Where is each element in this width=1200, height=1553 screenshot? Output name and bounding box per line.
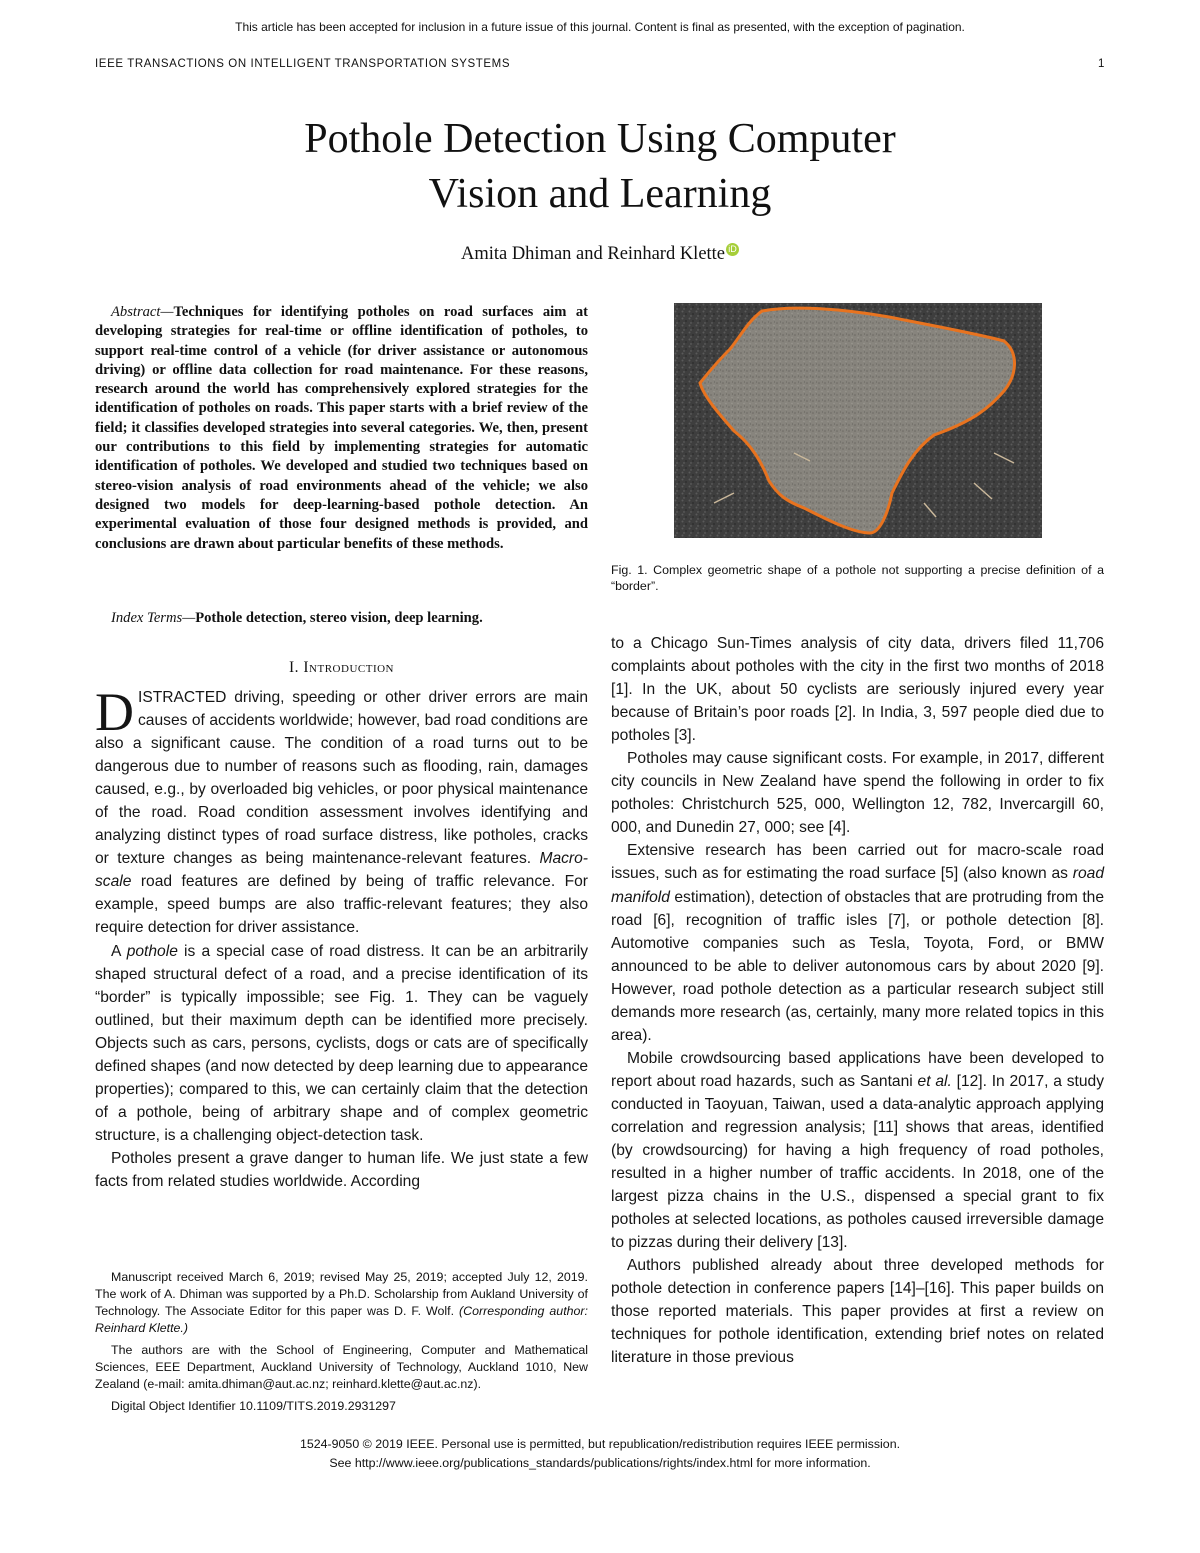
col2-paragraph-2: Potholes may cause significant costs. For example, in 2017, different city councils in New Zealand have spend the following in order to fix potholes: Christchurch 525, 000, Wellington 12, 782, Invercargill 60, 000, and Dunedin 27, 000; see [4]. (611, 750, 1104, 837)
abstract (95, 303, 588, 554)
index-terms-text: Pothole detection, stereo vision, deep learning. (195, 610, 483, 626)
paper-title (0, 112, 1200, 222)
col2-paragraph-4: Mobile crowdsourcing based applications have been developed to report about road hazards, such as Santani et al. [12]. In 2017, a study conducted in Taoyuan, Taiwan, used a data-analytic approach applying correlation and regression analysis; [11] shows that areas, identified (by crowdsourcing) for having a high frequency of road potholes, resulted in a higher number of traffic accidents. In 2018, one of the largest pizza chains in the U.S., dispensed a special grant to fix potholes at selected locations, as potholes caused irreversible damage to pizzas during their delivery [13]. (611, 1049, 1105, 1252)
figure-1-caption: Fig. 1. Complex geometric shape of a pothole not supporting a precise definition of a “border”. (611, 563, 1104, 593)
col2-paragraph-5: Authors published already about three developed methods for pothole detection in conference papers [14]–[16]. This paper builds on those reported materials. This paper provides at first a review on techniques for pothole identification, extending brief notes on related literature in those previous (611, 1257, 1104, 1367)
author-line (0, 243, 1200, 265)
footnote-manuscript: Manuscript received March 6, 2019; revised May 25, 2019; accepted July 12, 2019. The work of A. Dhiman was supported by a Ph.D. Scholarship from Aukland University of Technology. The Associate Editor for this paper was D. F. Wolf. (Corresponding author: Reinhard Klette.) (95, 1270, 588, 1335)
section-heading: I. Introduction (288, 659, 394, 676)
pothole-image (674, 303, 1042, 538)
orcid-icon[interactable]: iD (726, 243, 739, 256)
right-column (611, 632, 1104, 1370)
index-terms-sep: — (182, 610, 196, 626)
page-number: 1 (1098, 58, 1105, 70)
footnote-doi: Digital Object Identifier 10.1109/TITS.2019.2931297 (111, 1399, 396, 1413)
footnotes (95, 1269, 588, 1415)
abstract-sep: — (160, 304, 174, 320)
intro-paragraph-1: DISTRACTED driving, speeding or other driver errors are main causes of accidents worldwide; however, bad road conditions are also a significant cause. The condition of a road turns out to be dangerous due to number of reasons such as flooding, rain, damages caused, e.g., by overloaded big vehicles, or poor physical maintenance of the road. Road condition assessment involves identifying and analyzing distinct types of road surface distress, like potholes, cracks or texture changes as being maintenance-relevant features. Macro-scale road features are defined by being of traffic relevance. For example, speed bumps are also traffic-relevant features; they also require detection for driver assistance. (95, 682, 588, 937)
col2-paragraph-3: Extensive research has been carried out for macro-scale road issues, such as for estimating the road surface [5] (also known as road manifold estimation), detection of obstacles that are protruding from the road [6], recognition of traffic isles [7], or pothole detection [8]. Automotive companies such as Tesla, Toyota, Ford, or BMW announced to be able to deliver autonomous cars by about 2020 [9]. However, road pothole detection as a particular research subject still demands more research (as, certainly, many more related topics in this area). (611, 842, 1104, 1044)
drop-cap: D (95, 682, 134, 742)
footnote-affiliation: The authors are with the School of Engineering, Computer and Mathematical Sciences, EEE Department, Auckland University of Technology, Auckland 1010, New Zealand (e-mail: amita.dhiman@aut.ac.nz; reinhard.klette@aut.ac.nz). (95, 1343, 588, 1391)
abstract-text: Techniques for identifying potholes on road surfaces aim at developing strategies for real-time or offline identification of potholes, to support real-time control of a vehicle (for driver assistance or autonomous driving) or offline data collection for road maintenance. For these reasons, research around the world has comprehensively explored strategies for the identification of potholes on roads. This paper starts with a brief review of the field; it classifies developed strategies into several categories. We, then, present our contributions to this field by implementing strategies for automatic identification of potholes. We developed and studied two techniques based on stereo-vision analysis of road environments ahead of the vehicle; we also designed two models for deep-learning-based pothole detection. An experimental evaluation of those four designed methods is provided, and conclusions are drawn about particular benefits of these methods. (95, 304, 588, 552)
copyright-line: 1524-9050 © 2019 IEEE. Personal use is permitted, but republication/redistribution requires IEEE permission. (299, 1437, 901, 1451)
running-head (95, 58, 1105, 70)
title-line-1: Pothole Detection Using Computer (304, 116, 896, 162)
acceptance-note: This article has been accepted for inclusion in a future issue of this journal. Content is final as presented, with the exception of pagination. (235, 20, 965, 34)
rights-link-line[interactable]: See http://www.ieee.org/publications_standards/publications/rights/index.html for more information. (329, 1456, 871, 1470)
index-terms (95, 609, 588, 628)
left-column (95, 682, 589, 1193)
title-line-2: Vision and Learning (428, 171, 772, 217)
figure-1-pothole-photo (674, 303, 1042, 538)
col2-paragraph-1: to a Chicago Sun-Times analysis of city data, drivers filed 11,706 complaints about potholes with the city in the first two months of 2018 [1]. In the UK, about 50 cyclists are seriously injured every year because of Britain’s poor roads [2]. In India, 3, 597 people died due to potholes [3]. (611, 635, 1104, 745)
index-terms-label: Index Terms (111, 610, 183, 626)
intro-paragraph-2: A pothole is a special case of road distress. It can be an arbitrarily shaped structural defect of a road, and a precise identification of its “border” is typically impossible; see Fig. 1. They can be vaguely outlined, but their maximum depth can be identified more precisely. Objects such as cars, persons, cyclists, dogs or cats are of specifically defined shapes (and now detected by deep learning due to appearance properties); compared to this, we can certainly claim that the detection of a pothole, being of arbitrary shape and of complex geometric structure, is a challenging object-detection task. (95, 942, 589, 1144)
intro-paragraph-3: Potholes present a grave danger to human life. We just state a few facts from related studies worldwide. According (95, 1149, 588, 1190)
abstract-label: Abstract (111, 304, 161, 320)
intro-lead: ISTRACTED (138, 689, 227, 706)
authors: Amita Dhiman and Reinhard Klette (460, 244, 726, 265)
journal-name: IEEE TRANSACTIONS ON INTELLIGENT TRANSPORTATION SYSTEMS (95, 58, 511, 70)
